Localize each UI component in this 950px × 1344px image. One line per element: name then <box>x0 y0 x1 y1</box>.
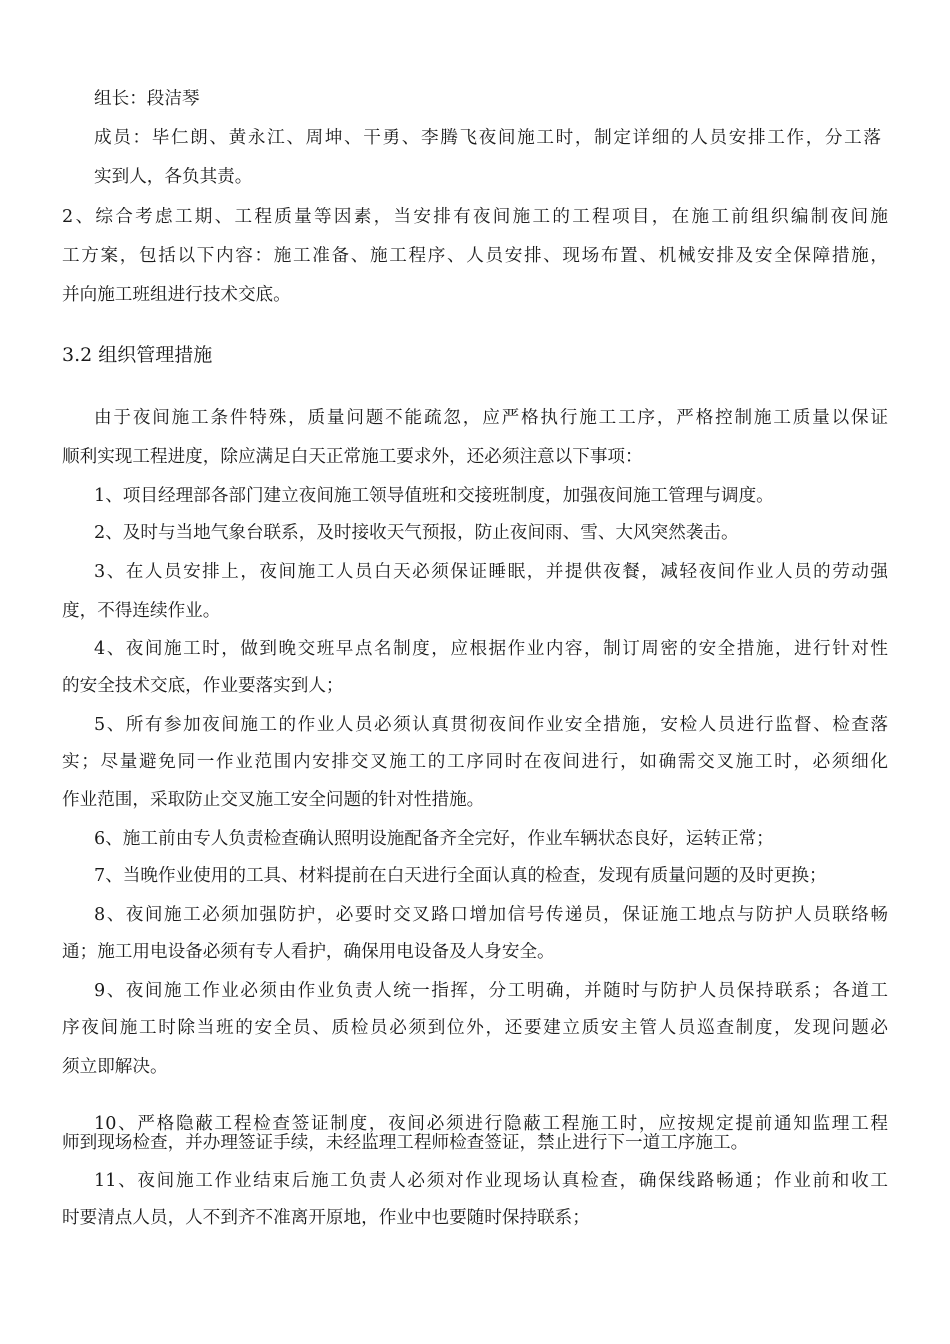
paragraph-line: 工方案，包括以下内容：施工准备、施工程序、人员安排、现场布置、机械安排及安全保障措施， <box>62 246 888 266</box>
list-item-2: 2、及时与当地气象台联系，及时接收天气预报，防止夜间雨、雪、大风突然袭击。 <box>94 523 739 543</box>
intro-line: 顺利实现工程进度，除应满足白天正常施工要求外，还必须注意以下事项： <box>62 447 643 467</box>
team-leader: 组长：段洁琴 <box>94 89 200 109</box>
list-item-1: 1、项目经理部各部门建立夜间施工领导值班和交接班制度，加强夜间施工管理与调度。 <box>94 486 774 506</box>
list-item-10-cont: 师到现场检查，并办理签证手续，未经监理工程师检查签证，禁止进行下一道工序施工。 <box>62 1133 749 1153</box>
list-item-9: 9、夜间施工作业必须由作业负责人统一指挥，分工明确，并随时与防护人员保持联系；各道工 <box>94 981 888 1001</box>
list-item-5-cont: 作业范围，采取防止交叉施工安全问题的针对性措施。 <box>62 790 485 810</box>
list-item-11-cont: 时要清点人员，人不到齐不准离开原地，作业中也要随时保持联系； <box>62 1208 590 1228</box>
list-item-5-cont: 实；尽量避免同一作业范围内安排交叉施工的工序同时在夜间进行，如确需交叉施工时，必须细化 <box>62 752 888 772</box>
list-item-8: 8、夜间施工必须加强防护，必要时交叉路口增加信号传递员，保证施工地点与防护人员联络畅 <box>94 905 888 925</box>
list-item-6: 6、施工前由专人负责检查确认照明设施配备齐全完好，作业车辆状态良好，运转正常； <box>94 829 774 849</box>
intro-line: 由于夜间施工条件特殊，质量问题不能疏忽，应严格执行施工工序，严格控制施工质量以保证 <box>94 408 888 428</box>
list-item-3: 3、在人员安排上，夜间施工人员白天必须保证睡眠，并提供夜餐，减轻夜间作业人员的劳动强 <box>94 562 888 582</box>
list-item-8-cont: 通；施工用电设备必须有专人看护，确保用电设备及人身安全。 <box>62 942 555 962</box>
list-item-9-cont: 须立即解决。 <box>62 1057 168 1077</box>
section-heading: 3.2 组织管理措施 <box>62 344 213 366</box>
list-item-5: 5、所有参加夜间施工的作业人员必须认真贯彻夜间作业安全措施，安检人员进行监督、检查落 <box>94 715 888 735</box>
list-item-10: 10、严格隐蔽工程检查签证制度，夜间必须进行隐蔽工程施工时，应按规定提前通知监理工程 <box>94 1114 888 1134</box>
list-item-4: 4、夜间施工时，做到晚交班早点名制度，应根据作业内容，制订周密的安全措施，进行针对性 <box>94 639 888 659</box>
list-item-11: 11、夜间施工作业结束后施工负责人必须对作业现场认真检查，确保线路畅通；作业前和收工 <box>94 1171 888 1191</box>
paragraph-line: 2、综合考虑工期、工程质量等因素，当安排有夜间施工的工程项目，在施工前组织编制夜间施 <box>62 207 888 227</box>
list-item-7: 7、当晚作业使用的工具、材料提前在白天进行全面认真的检查，发现有质量问题的及时更换； <box>94 866 827 886</box>
paragraph-line: 并向施工班组进行技术交底。 <box>62 285 291 305</box>
team-members-line: 成员：毕仁朗、黄永江、周坤、干勇、李腾飞夜间施工时，制定详细的人员安排工作，分工落 <box>94 128 881 148</box>
list-item-3-cont: 度，不得连续作业。 <box>62 601 221 621</box>
list-item-9-cont: 序夜间施工时除当班的安全员、质检员必须到位外，还要建立质安主管人员巡查制度，发现问题必 <box>62 1018 888 1038</box>
team-members-line: 实到人，各负其责。 <box>94 167 253 187</box>
list-item-4-cont: 的安全技术交底，作业要落实到人； <box>62 676 344 696</box>
